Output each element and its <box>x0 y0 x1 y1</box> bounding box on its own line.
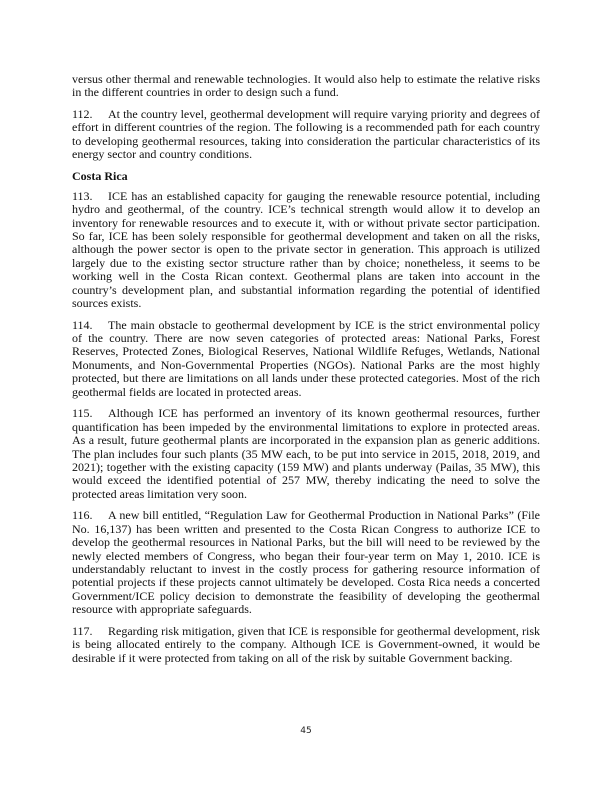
paragraph-114 <box>72 319 540 399</box>
paragraph-113 <box>72 190 540 311</box>
paragraph-number: 117. <box>72 623 93 638</box>
continuation-paragraph <box>72 73 540 100</box>
paragraph-number: 114. <box>72 317 93 332</box>
paragraph-text: A new bill entitled, “Regulation Law for Geothermal Production in National Parks” (File No. 16,137) has been written and presented to the Costa Rican Congress to authorize ICE to develop the geothermal resources in National Parks, but the bill will need to be reviewed by the newly elected members of Congress, who began their four-year term on May 1, 2010. ICE is understandably reluctant to invest in the costly process for gathering resource information of potential projects if these projects cannot ultimately be developed. Costa Rica needs a concerted Government/ICE policy decision to demonstrate the feasibility of developing the geothermal resource with appropriate safeguards. <box>72 508 540 617</box>
paragraph-117 <box>72 625 540 665</box>
paragraph-number: 115. <box>72 406 93 421</box>
paragraph-text: ICE has an established capacity for gauging the renewable resource potential, including hydro and geothermal, of the country. ICE’s technical strength would allow it to develop an inventory for renewable resources and to execute it, with or without private sector participation. So far, ICE has been solely responsible for geothermal development and taken on all the risks, although the power sector is open to the private sector in generation. This approach is utilized largely due to the existing sector structure rather than by choice; nonetheless, it seems to be working well in the Costa Rican context. Geothermal plans are taken into account in the country’s development plan, and substantial information regarding the potential of identified sources exists. <box>72 188 540 311</box>
paragraph-text: versus other thermal and renewable technologies. It would also help to estimate the relative risks in the different countries in order to design such a fund. <box>72 72 540 100</box>
paragraph-text: The main obstacle to geothermal development by ICE is the strict environmental policy of the country. There are now seven categories of protected areas: National Parks, Forest Reserves, Protected Zones, Biological Reserves, National Wildlife Refuges, Wetlands, National Monuments, and Non-Governmental Properties (NGOs). National Parks are the most highly protected, but there are limitations on all lands under these protected categories. Most of the rich geothermal fields are located in protected areas. <box>72 317 540 399</box>
page-number: 45 <box>300 726 312 736</box>
paragraph-number: 112. <box>72 107 93 121</box>
paragraph-text: At the country level, geothermal development will require varying priority and degrees of effort in different countries of the region. The following is a recommended path for each country to developing geothermal resources, taking into consideration the particular characteristics of its energy sector and country conditions. <box>72 107 540 162</box>
page-body <box>72 73 540 673</box>
paragraph-112 <box>72 108 540 162</box>
paragraph-number: 116. <box>72 508 93 523</box>
paragraph-115 <box>72 407 540 501</box>
paragraph-116 <box>72 509 540 616</box>
section-heading: Costa Rica <box>72 168 128 183</box>
paragraph-number: 113. <box>72 188 93 203</box>
paragraph-text: Although ICE has performed an inventory of its known geothermal resources, further quantification has been impeded by the environmental limitations to explore in protected areas. As a result, future geothermal plants are incorporated in the expansion plan as generic additions. The plan includes four such plants (35 MW each, to be put into service in 2015, 2018, 2019, and 2021); together with the existing capacity (159 MW) and plants underway (Pailas, 35 MW), this would exceed the identified potential of 257 MW, thereby indicating the need to solve the protected areas limitation very soon. <box>72 406 540 501</box>
paragraph-text: Regarding risk mitigation, given that ICE is responsible for geothermal development, risk is being allocated entirely to the company. Although ICE is Government-owned, it would be desirable if it were protected from taking on all of the risk by suitable Government backing. <box>72 623 540 665</box>
